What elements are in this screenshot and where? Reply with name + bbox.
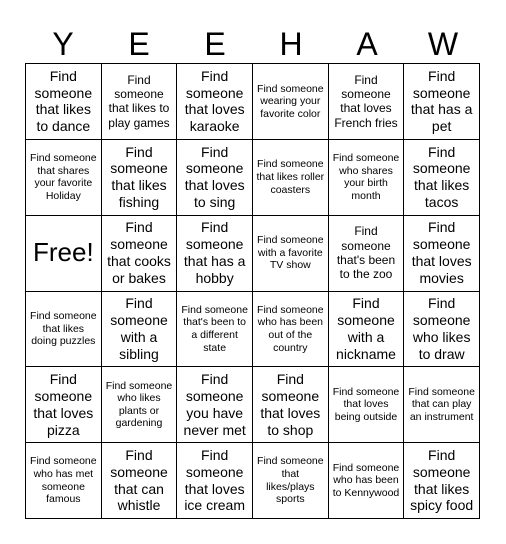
cell-text: Find someone you have never met <box>183 371 246 438</box>
cell-text: Find someone that shares your favorite Holiday <box>30 152 97 202</box>
cell-text: Find someone that likes doing puzzles <box>30 310 97 348</box>
cell-text: Find someone that loves to shop <box>260 371 321 438</box>
bingo-cell[interactable] <box>404 367 480 443</box>
bingo-cell[interactable] <box>26 367 102 443</box>
cell-text: Find someone that likes to dance <box>34 67 93 135</box>
cell-text: Find someone that has a hobby <box>183 219 246 286</box>
header-letter-h: H <box>279 26 303 62</box>
bingo-cell[interactable] <box>253 292 329 368</box>
header-letter-e: E <box>204 26 226 62</box>
cell-text: Find someone that likes to play games <box>108 72 170 130</box>
bingo-cell-free[interactable] <box>26 216 102 292</box>
bingo-cell[interactable] <box>329 216 405 292</box>
cell-text: Find someone that's been to a different state <box>181 303 248 354</box>
cell-text: Find someone with a favorite TV show <box>257 234 324 272</box>
cell-text: Find someone that loves movies <box>411 219 472 286</box>
cell-text: Find someone with a sibling <box>110 295 168 362</box>
cell-text: Find someone who shares your birth month <box>332 152 400 202</box>
cell-text: Find someone that likes/plays sports <box>257 455 324 506</box>
cell-text: Find someone that loves ice cream <box>184 446 245 514</box>
bingo-cell[interactable] <box>253 64 329 140</box>
bingo-cell[interactable] <box>329 140 405 216</box>
bingo-cell[interactable] <box>26 443 102 519</box>
bingo-cell[interactable] <box>329 443 405 519</box>
bingo-header <box>25 24 481 64</box>
bingo-cell[interactable] <box>329 367 405 443</box>
bingo-cell[interactable] <box>404 216 480 292</box>
cell-text: Find someone that loves karaoke <box>184 67 245 135</box>
header-letter-e: E <box>128 26 150 62</box>
cell-text: Find someone that cooks or bakes <box>107 219 171 286</box>
cell-text: Find someone who has been to Kennywood <box>332 461 400 499</box>
bingo-cell[interactable] <box>102 216 178 292</box>
bingo-cell[interactable] <box>404 64 480 140</box>
cell-text: Find someone that likes roller coasters <box>256 158 325 196</box>
bingo-cell[interactable] <box>102 443 178 519</box>
bingo-cell[interactable] <box>102 367 178 443</box>
bingo-cell[interactable] <box>26 140 102 216</box>
cell-text: Find someone that loves pizza <box>33 371 94 438</box>
cell-text: Find someone that has a pet <box>410 67 473 135</box>
cell-text: Find someone that loves French fries <box>334 72 398 130</box>
bingo-cell[interactable] <box>177 367 253 443</box>
bingo-cell[interactable] <box>177 292 253 368</box>
cell-text: Find someone that can play an instrument <box>408 385 475 424</box>
bingo-cell[interactable] <box>404 292 480 368</box>
cell-text: Find someone wearing your favorite color <box>257 82 324 120</box>
bingo-cell[interactable] <box>177 140 253 216</box>
bingo-board <box>25 63 480 519</box>
bingo-cell[interactable] <box>404 443 480 519</box>
header-letter-a: A <box>356 26 378 62</box>
cell-text: Find someone who has been out of the country <box>257 303 324 354</box>
cell-text: Find someone with a nickname <box>336 295 396 362</box>
cell-text: Find someone who has met someone famous <box>30 455 97 506</box>
bingo-cell[interactable] <box>253 216 329 292</box>
cell-text: Find someone that loves being outside <box>332 385 400 424</box>
bingo-cell[interactable] <box>102 292 178 368</box>
header-letter-w: W <box>427 26 459 62</box>
bingo-cell[interactable] <box>177 443 253 519</box>
free-space-text: Free! <box>32 237 94 268</box>
bingo-cell[interactable] <box>102 64 178 140</box>
bingo-cell[interactable] <box>177 64 253 140</box>
bingo-cell[interactable] <box>253 367 329 443</box>
bingo-cell[interactable] <box>26 292 102 368</box>
cell-text: Find someone that likes spicy food <box>410 446 474 514</box>
cell-text: Find someone that likes tacos <box>412 143 471 211</box>
bingo-cell[interactable] <box>26 64 102 140</box>
bingo-cell[interactable] <box>329 64 405 140</box>
bingo-cell[interactable] <box>404 140 480 216</box>
cell-text: Find someone that's been to the zoo <box>336 224 396 282</box>
header-letter-y: Y <box>52 26 74 62</box>
bingo-cell[interactable] <box>177 216 253 292</box>
cell-text: Find someone that likes fishing <box>110 143 168 211</box>
bingo-cell[interactable] <box>253 140 329 216</box>
cell-text: Find someone who likes to draw <box>412 295 471 362</box>
bingo-cell[interactable] <box>329 292 405 368</box>
bingo-cell[interactable] <box>102 140 178 216</box>
bingo-cell[interactable] <box>253 443 329 519</box>
cell-text: Find someone that can whistle <box>110 446 168 514</box>
cell-text: Find someone that loves to sing <box>184 143 245 211</box>
cell-text: Find someone who likes plants or gardening <box>105 379 173 430</box>
